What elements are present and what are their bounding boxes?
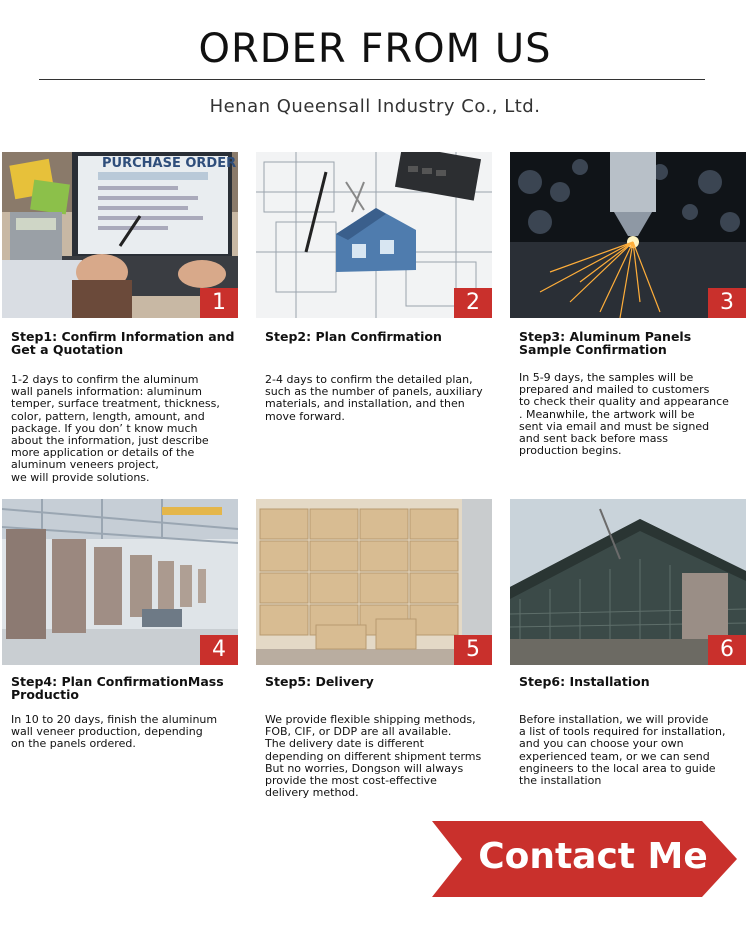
step-number-badge: 2 [454,288,492,318]
step-1-photo [2,152,238,318]
step-card-4 [2,499,238,751]
step-4-photo [2,499,238,665]
step-card-2 [256,152,492,423]
step-title: Step3: Aluminum Panels Sample Confirmation [519,329,692,357]
step-card-1 [2,152,238,484]
company-name: Henan Queensall Industry Co., Ltd. [209,96,541,117]
step-description: In 10 to 20 days, finish the aluminum wall veneer production, depending on the panels ordered. [11,713,218,751]
step-description: 1-2 days to confirm the aluminum wall panels information: aluminum temper, surface treatment, thickness, color, pattern, length, amount, and package. If you don’ t know much about the information, just describe more application or details of the aluminum veneers project, we will provide solutions. [11,373,220,484]
step-description: We provide flexible shipping methods, FOB, CIF, or DDP are all available. The delivery date is different depending on different shipment terms But no worries, Dongson will always provide the most cost-effective delivery method. [265,713,482,800]
step-number-badge: 4 [200,635,238,665]
step-title: Step4: Plan ConfirmationMass Productio [11,674,224,702]
page-title: ORDER FROM US [198,26,552,72]
step-card-5 [256,499,492,800]
purchase-order-label: PURCHASE ORDER [102,156,237,171]
step-card-6 [510,499,746,788]
step-number-badge: 3 [708,288,746,318]
step-description: In 5-9 days, the samples will be prepared and mailed to customers to check their quality and appearance . Meanwhile, the artwork will be sent via email and must be signed and sent back before mass production begins. [519,371,729,458]
step-number-badge: 6 [708,635,746,665]
step-number-badge: 5 [454,635,492,665]
contact-me-label[interactable]: Contact Me [478,836,708,877]
step-5-photo [256,499,492,665]
step-description: 2-4 days to confirm the detailed plan, such as the number of panels, auxiliary materials, and installation, and then move forward. [265,373,483,423]
step-3-photo [510,152,746,318]
contact-me-button[interactable] [432,821,737,897]
step-number-badge: 1 [200,288,238,318]
step-2-photo [256,152,492,318]
step-title: Step1: Confirm Information and Get a Quotation [11,329,235,357]
step-title: Step2: Plan Confirmation [265,329,442,344]
step-description: Before installation, we will provide a list of tools required for installation, and you can choose your own experienced team, or we can send engineers to the local area to guide the installation [519,713,726,788]
step-6-photo [510,499,746,665]
title-divider [39,79,705,80]
step-title: Step6: Installation [519,674,650,689]
step-card-3 [510,152,746,458]
step-title: Step5: Delivery [265,674,374,689]
